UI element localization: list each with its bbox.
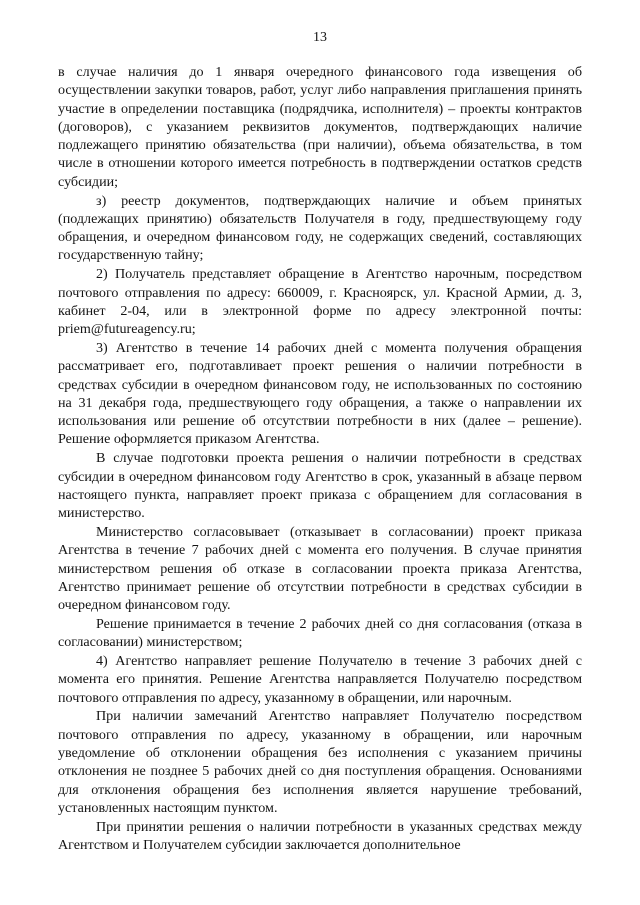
paragraph-registry-of-documents: з) реестр документов, подтверждающих наличие и объем принятых (подлежащих принятию) обязательств Получателя в году, предшествующему году обращения, и очередном финансовом году, не содержащих сведений, составляющих государственную тайну; [58,192,582,264]
paragraph-draft-decision-approval: В случае подготовки проекта решения о наличии потребности в средствах субсидии в очередном финансовом году Агентство в срок, указанный в абзаце первом настоящего пункта, направляет проект приказа с обращением для согласования в министерство. [58,450,582,522]
paragraph-rejection-notice: При наличии замечаний Агентство направляет Получателю посредством почтового отправления по адресу, указанному в обращении, или нарочным уведомление об отклонении обращения без исполнения с указанием причины отклонения не позднее 5 рабочих дней со дня поступления обращения. Основаниями для отклонения обращения без исполнения является нарушение требований, установленных настоящим пунктом. [58,708,582,816]
paragraph-additional-agreement: При принятии решения о наличии потребности в указанных средствах между Агентством и Получателем субсидии заключается дополнительное [58,818,582,853]
paragraph-purchase-notice: в случае наличия до 1 января очередного финансового года извещения об осуществлении закупки товаров, работ, услуг либо направления приглашения принять участие в определении поставщика (подрядчика, исполнителя) – проекты контрактов (договоров), с указанием реквизитов документов, подтверждающих наличие подлежащего принятию обязательства (при наличии), объема обязательства, в том числе в отношении которого имеется потребность в подтверждении остатков средств субсидии; [58,64,582,190]
paragraph-recipient-submits-request: 2) Получатель представляет обращение в Агентство нарочным, посредством почтового отправления по адресу: 660009, г. Красноярск, ул. Красной Армии, д. 3, кабинет 2-04, или в электронной форме по адресу электронной почты: priem@futureagency.ru; [58,266,582,338]
paragraph-decision-timing: Решение принимается в течение 2 рабочих дней со дня согласования (отказа в согласовании) министерством; [58,615,582,651]
document-body [58,63,582,855]
paragraph-agency-reviews-request: 3) Агентство в течение 14 рабочих дней с момента получения обращения рассматривает его, подготавливает проект решения о наличии потребности в средствах субсидии в очередном финансовом году, не использованных по состоянию на 31 декабря года, предшествующего году обращения, а также о направлении их использования или решение об отсутствии потребности в них (далее – решение). Решение оформляется приказом Агентства. [58,339,582,448]
page-number: 13 [313,30,327,45]
paragraph-ministry-approval: Министерство согласовывает (отказывает в согласовании) проект приказа Агентства в течение 7 рабочих дней с момента его получения. В случае принятия министерством решения об отказе в согласовании проекта приказа Агентства, Агентство принимает решение об отсутствии потребности в средствах субсидии в очередном финансовом году. [58,523,582,614]
paragraph-agency-sends-decision: 4) Агентство направляет решение Получателю в течение 3 рабочих дней с момента его принятия. Решение Агентства направляется Получателю посредством почтового отправления по адресу, указанному в обращении, или нарочным. [58,653,582,706]
